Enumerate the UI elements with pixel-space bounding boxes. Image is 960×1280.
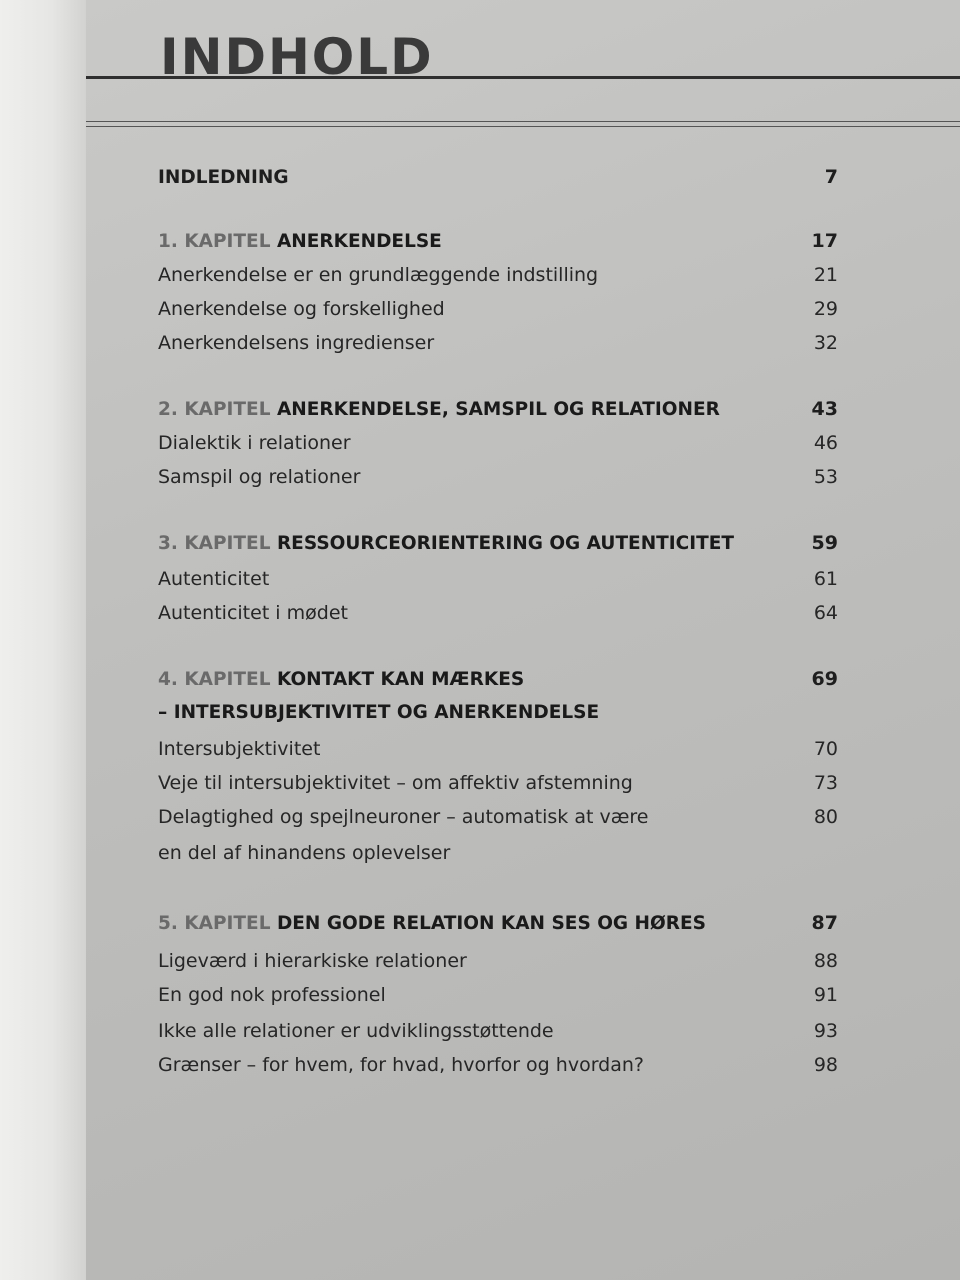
toc-entry-title: Autenticitet bbox=[158, 568, 270, 590]
toc-entry bbox=[158, 602, 838, 632]
toc-entry-introduction bbox=[158, 166, 838, 196]
toc-entry-title: Intersubjektivitet bbox=[158, 738, 321, 760]
toc-entry bbox=[158, 568, 838, 598]
toc-entry-title: INDLEDNING bbox=[158, 167, 289, 188]
toc-entry-title: Delagtighed og spejlneuroner – automatisk at være bbox=[158, 806, 649, 828]
chapter-subtitle: – INTERSUBJEKTIVITET OG ANERKENDELSE bbox=[158, 702, 600, 723]
chapter-label: 2. KAPITEL bbox=[158, 399, 271, 420]
toc-chapter-3 bbox=[158, 532, 838, 562]
toc-entry bbox=[158, 432, 838, 462]
toc-page-number: 43 bbox=[811, 398, 838, 420]
toc-entry bbox=[158, 298, 838, 328]
toc-entry-title: Grænser – for hvem, for hvad, hvorfor og hvordan? bbox=[158, 1054, 645, 1076]
toc-page-number: 53 bbox=[813, 466, 838, 488]
toc-entry-title: Ikke alle relationer er udviklingsstøttende bbox=[158, 1020, 554, 1042]
chapter-label: 4. KAPITEL bbox=[158, 669, 271, 690]
toc-page-number: 69 bbox=[811, 668, 838, 690]
toc-entry bbox=[158, 806, 838, 836]
toc-entry bbox=[158, 264, 838, 294]
chapter-label: 3. KAPITEL bbox=[158, 533, 271, 554]
toc-page-number: 61 bbox=[813, 568, 838, 590]
chapter-title: RESSOURCEORIENTERING OG AUTENTICITET bbox=[276, 533, 735, 554]
toc-page-number: 93 bbox=[813, 1020, 838, 1042]
toc-entry-title: Dialektik i relationer bbox=[158, 432, 351, 454]
toc-page-number: 21 bbox=[813, 264, 838, 286]
toc-entry bbox=[158, 738, 838, 768]
toc-page-number: 32 bbox=[813, 332, 838, 354]
chapter-title: ANERKENDELSE, SAMSPIL OG RELATIONER bbox=[276, 399, 720, 420]
chapter-label: 1. KAPITEL bbox=[158, 231, 271, 252]
chapter-title: KONTAKT KAN MÆRKES bbox=[276, 669, 525, 690]
toc-page-number: 7 bbox=[824, 166, 838, 188]
toc-entry bbox=[158, 1054, 838, 1084]
toc-page-number: 70 bbox=[813, 738, 838, 760]
toc-page-number: 87 bbox=[811, 912, 838, 934]
page-title: INDHOLD bbox=[160, 28, 434, 86]
toc-entry bbox=[158, 466, 838, 496]
toc-page-number: 29 bbox=[813, 298, 838, 320]
toc-chapter-4-subtitle bbox=[158, 702, 838, 732]
toc-entry-title: Samspil og relationer bbox=[158, 466, 361, 488]
toc-entry bbox=[158, 332, 838, 362]
toc-entry bbox=[158, 984, 838, 1014]
toc-entry-title: en del af hinandens oplevelser bbox=[158, 842, 451, 864]
toc-entry bbox=[158, 1020, 838, 1050]
toc-page-number: 64 bbox=[813, 602, 838, 624]
toc-entry-continuation bbox=[158, 842, 838, 872]
toc-page-number: 59 bbox=[811, 532, 838, 554]
toc-page-number: 80 bbox=[813, 806, 838, 828]
toc-page-number: 91 bbox=[813, 984, 838, 1006]
toc-entry-title: En god nok professionel bbox=[158, 984, 386, 1006]
toc-entry bbox=[158, 950, 838, 980]
toc-entry-title: Anerkendelse og forskellighed bbox=[158, 298, 445, 320]
toc-entry bbox=[158, 772, 838, 802]
toc-entry-title: Anerkendelse er en grundlæggende indstilling bbox=[158, 264, 599, 286]
toc-chapter-4 bbox=[158, 668, 838, 698]
chapter-title: ANERKENDELSE bbox=[276, 231, 442, 252]
toc-page-number: 73 bbox=[813, 772, 838, 794]
toc-entry-title: Veje til intersubjektivitet – om affektiv afstemning bbox=[158, 772, 633, 794]
chapter-label: 5. KAPITEL bbox=[158, 913, 271, 934]
toc-page-number: 88 bbox=[813, 950, 838, 972]
toc-entry-title: Autenticitet i mødet bbox=[158, 602, 348, 624]
toc-chapter-5 bbox=[158, 912, 838, 942]
toc-page-number: 17 bbox=[811, 230, 838, 252]
toc-chapter-1 bbox=[158, 230, 838, 260]
toc-page-number: 46 bbox=[813, 432, 838, 454]
toc-chapter-2 bbox=[158, 398, 838, 428]
toc-page-number: 98 bbox=[813, 1054, 838, 1076]
chapter-title: DEN GODE RELATION KAN SES OG HØRES bbox=[276, 913, 706, 934]
toc-entry-title: Anerkendelsens ingredienser bbox=[158, 332, 435, 354]
toc-entry-title: Ligeværd i hierarkiske relationer bbox=[158, 950, 467, 972]
